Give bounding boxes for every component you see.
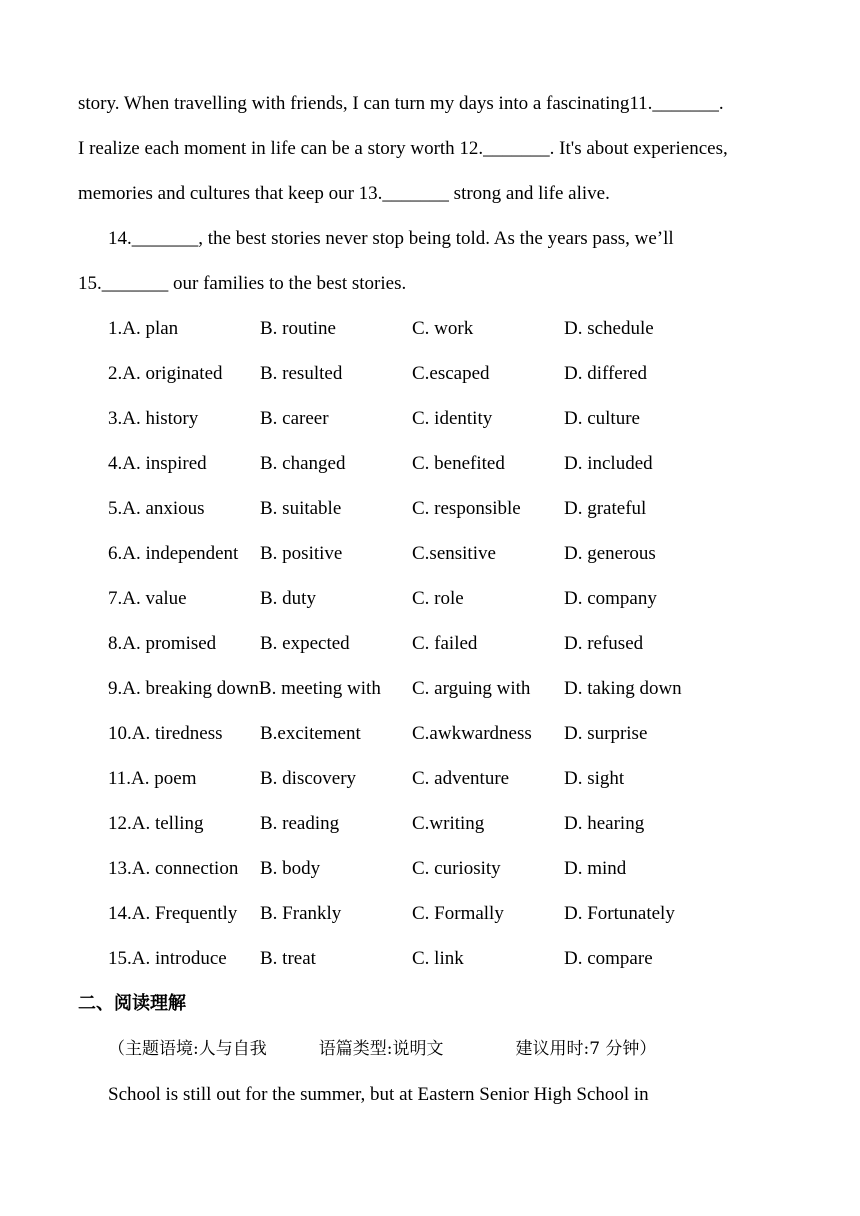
option-a: 1.A. plan (108, 318, 179, 339)
option-a: 2.A. originated (108, 363, 223, 384)
section-title: 二、阅读理解 (78, 993, 186, 1014)
option-b: B. positive (260, 543, 343, 564)
option-a: 13.A. connection (108, 858, 239, 879)
option-b: B. resulted (260, 363, 343, 384)
option-a: 15.A. introduce (108, 948, 227, 969)
option-b: B. discovery (260, 768, 357, 789)
meta-close-paren: ） (639, 1039, 657, 1059)
passage-line-3: memories and cultures that keep our 13._______ strong and life alive. (78, 183, 610, 204)
meta-time: 建议用时:7 分钟 (515, 1039, 640, 1059)
option-c: C. identity (412, 408, 493, 429)
option-d: D. included (564, 453, 653, 474)
option-a: 12.A. telling (108, 813, 204, 834)
option-c: C.writing (412, 813, 485, 834)
option-a: 5.A. anxious (108, 498, 205, 519)
reading-first-line: School is still out for the summer, but at Eastern Senior High School in (108, 1084, 649, 1105)
passage-line-5: 15._______ our families to the best stories. (78, 273, 407, 294)
option-c: C. adventure (412, 768, 510, 789)
option-b: B. suitable (260, 498, 342, 519)
option-c: C. responsible (412, 498, 521, 519)
option-d: D. differed (564, 363, 648, 384)
option-d: D. compare (564, 948, 653, 969)
option-c: C. link (412, 948, 464, 969)
option-d: D. surprise (564, 723, 648, 744)
option-b: B. reading (260, 813, 340, 834)
option-b: B. treat (260, 948, 316, 969)
option-b: B. career (260, 408, 329, 429)
option-a: 11.A. poem (108, 768, 197, 789)
option-b: B. expected (260, 633, 350, 654)
option-a: 8.A. promised (108, 633, 217, 654)
option-c: C. curiosity (412, 858, 501, 879)
meta-theme: 主题语境:人与自我 (125, 1039, 267, 1059)
option-c: C.sensitive (412, 543, 496, 564)
option-d: D. mind (564, 858, 627, 879)
option-a: 3.A. history (108, 408, 199, 429)
option-d: D. company (564, 588, 657, 609)
option-c: C. Formally (412, 903, 504, 924)
passage-line-1: story. When travelling with friends, I can turn my days into a fascinating11._______. (78, 93, 724, 114)
option-b: B. body (260, 858, 321, 879)
option-a: 9.A. breaking downB. meeting with (108, 678, 381, 699)
option-c: C. role (412, 588, 464, 609)
option-d: D. culture (564, 408, 640, 429)
option-a: 4.A. inspired (108, 453, 207, 474)
option-c: C.awkwardness (412, 723, 532, 744)
option-d: D. schedule (564, 318, 654, 339)
option-d: D. refused (564, 633, 644, 654)
option-a: 14.A. Frequently (108, 903, 238, 924)
option-d: D. taking down (564, 678, 682, 699)
option-a: 7.A. value (108, 588, 187, 609)
option-c: C.escaped (412, 363, 490, 384)
option-b: B. changed (260, 453, 346, 474)
option-d: D. grateful (564, 498, 647, 519)
option-d: D. hearing (564, 813, 645, 834)
reading-meta (108, 1038, 656, 1060)
option-a: 10.A. tiredness (108, 723, 223, 744)
option-d: D. generous (564, 543, 656, 564)
passage-line-2: I realize each moment in life can be a story worth 12._______. It's about experiences, (78, 138, 728, 159)
option-b: B. routine (260, 318, 336, 339)
option-b: B.excitement (260, 723, 361, 744)
option-c: C. benefited (412, 453, 505, 474)
passage-line-4: 14._______, the best stories never stop being told. As the years pass, we’ll (108, 228, 674, 249)
option-c: C. arguing with (412, 678, 531, 699)
option-b: B. duty (260, 588, 316, 609)
option-a: 6.A. independent (108, 543, 239, 564)
option-c: C. failed (412, 633, 478, 654)
option-c: C. work (412, 318, 474, 339)
meta-type: 语篇类型:说明文 (318, 1039, 444, 1059)
option-d: D. sight (564, 768, 625, 789)
option-d: D. Fortunately (564, 903, 675, 924)
meta-open-paren: （ (108, 1039, 125, 1059)
option-b: B. Frankly (260, 903, 342, 924)
